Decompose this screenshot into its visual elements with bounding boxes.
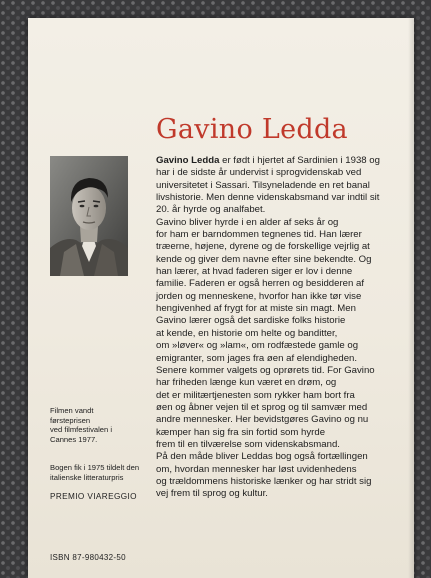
book-title: Gavino Ledda xyxy=(156,114,348,145)
literary-award-note: Bogen fik i 1975 tildelt den italienske litteraturpris xyxy=(50,463,140,482)
cover-edge-shadow xyxy=(408,18,414,578)
book-back-cover xyxy=(28,18,414,578)
bio-text: er født i hjertet af Sardinien i 1938 og har i de sidste år undervist i sprogvidenskab ved universitetet i Sassari. Tilsyneladende en ret banal livshistorie. Men denne videnskabsmand var indtil sit 20. år hyrde og analfabet. Gavino bliver hyrde i en alder af seks år og for ham er barndommen tegnenes tid. Han lærer træerne, højene, dyrene og de forskellige vejrlig at kende og giver dem navne efter sine bekendte. Og han lærer, at hvad faderen siger er lov i denne familie. Faderen er også herren og besidderen af jorden og menneskene, hvorfor han ikke tør vise hengivenhed af frygt for at miste sin magt. Men Gavino lærer også det sardiske folks historie at kende, en historie om helte og banditter, om »løver« og »lam«, om rodfæstede gamle og emigranter, som jages fra øen af elendigheden. Senere kommer valgets og oprørets tid. For Gavino har friheden længe kun været en drøm, og det er militærtjenesten som rykker ham bort fra øen og åbner vejen til et sprog og til samvær med andre mennesker. Her bevidstgøres Gavino og nu kæmper han sig fra sin fortid som hyrde frem til en tilværelse som videnskabsmand. På den måde bliver Leddas bog også fortællingen om, hvordan mennesker har løst uvidenhedens og trældommens historiske lænker og har stridt sig vej frem til sprog og kultur. xyxy=(156,155,380,500)
isbn-number: ISBN 87-980432-50 xyxy=(50,553,126,562)
author-portrait xyxy=(50,156,128,276)
award-name: PREMIO VIAREGGIO xyxy=(50,492,137,501)
author-biography xyxy=(156,155,406,501)
bio-author-name: Gavino Ledda xyxy=(156,155,220,166)
film-award-note: Filmen vandt førsteprisen ved filmfestivalen i Cannes 1977. xyxy=(50,406,113,444)
author-photo-image xyxy=(50,156,128,276)
